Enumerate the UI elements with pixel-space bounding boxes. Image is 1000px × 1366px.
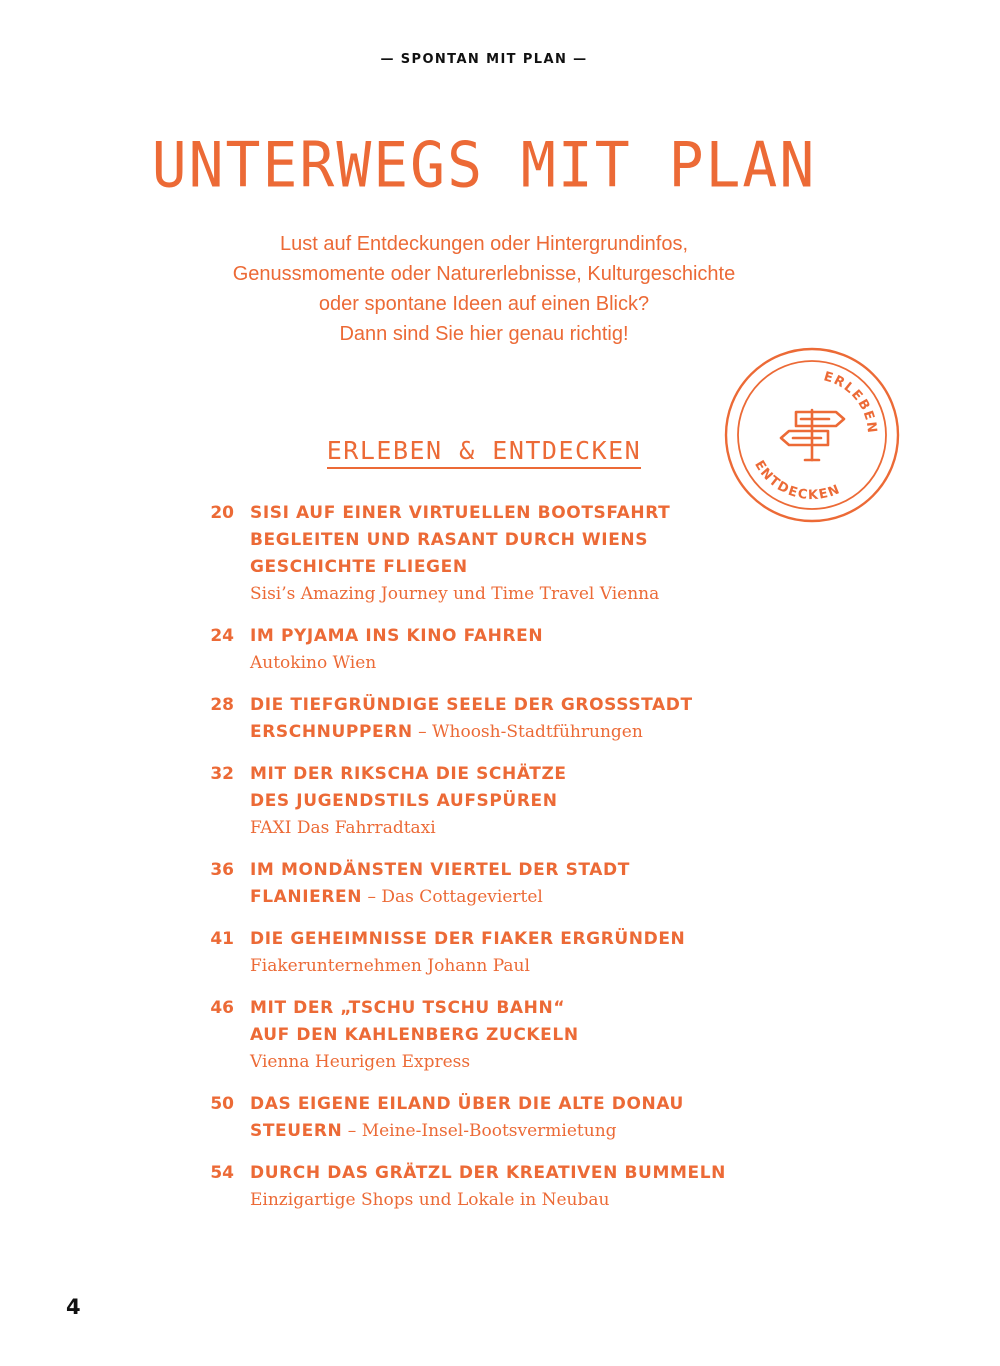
toc-entry[interactable] bbox=[190, 857, 750, 911]
toc-title-line: DIE TIEFGRÜNDIGE SEELE DER GROSSSTADT bbox=[250, 695, 693, 715]
section-heading-text: ERLEBEN & ENTDECKEN bbox=[327, 436, 641, 469]
toc-entry[interactable] bbox=[190, 761, 750, 842]
toc-title-line: BEGLEITEN UND RASANT DURCH WIENS bbox=[250, 530, 649, 550]
toc-title-line: MIT DER RIKSCHA DIE SCHÄTZE bbox=[250, 764, 567, 784]
toc-page-number: 41 bbox=[210, 929, 234, 949]
toc-entry[interactable] bbox=[190, 1091, 750, 1145]
intro-line: oder spontane Ideen auf einen Blick? bbox=[318, 293, 650, 315]
erleben-entdecken-stamp bbox=[723, 346, 901, 524]
toc-title-last: STEUERN bbox=[250, 1121, 343, 1141]
toc-title-line: MIT DER „TSCHU TSCHU BAHN“ bbox=[250, 998, 566, 1018]
toc-entry[interactable] bbox=[190, 500, 750, 608]
toc-page-number: 20 bbox=[210, 503, 234, 523]
toc-title-line: IM MONDÄNSTEN VIERTEL DER STADT bbox=[250, 860, 630, 880]
toc-subtitle: Autokino Wien bbox=[250, 653, 377, 673]
toc-title-last: ERSCHNUPPERN bbox=[250, 722, 413, 742]
toc-page-number: 32 bbox=[210, 764, 234, 784]
toc-title-line: IM PYJAMA INS KINO FAHREN bbox=[250, 626, 544, 646]
toc-page-number: 24 bbox=[210, 626, 234, 646]
toc-subtitle: Einzigartige Shops und Lokale in Neubau bbox=[250, 1190, 610, 1210]
table-of-contents bbox=[190, 500, 750, 1229]
toc-inline-subtitle: – Meine-Insel-Bootsvermietung bbox=[342, 1121, 617, 1141]
toc-title-last: FLANIEREN bbox=[250, 887, 363, 907]
toc-entry[interactable] bbox=[190, 623, 750, 677]
toc-page-number: 36 bbox=[210, 860, 234, 880]
toc-title-line bbox=[250, 884, 750, 911]
stamp-bottom-text: ENTDECKEN bbox=[751, 458, 844, 504]
toc-title-line: SISI AUF EINER VIRTUELLEN BOOTSFAHRT bbox=[250, 503, 671, 523]
toc-page-number: 46 bbox=[210, 998, 234, 1018]
toc-entry[interactable] bbox=[190, 1160, 750, 1214]
toc-subtitle: FAXI Das Fahrradtaxi bbox=[250, 818, 436, 838]
toc-title-line: DIE GEHEIMNISSE DER FIAKER ERGRÜNDEN bbox=[250, 929, 686, 949]
toc-page-number: 50 bbox=[210, 1094, 234, 1114]
toc-inline-subtitle: – Das Cottageviertel bbox=[362, 887, 543, 907]
section-kicker: — SPONTAN MIT PLAN — bbox=[380, 52, 588, 67]
toc-entry[interactable] bbox=[190, 995, 750, 1076]
intro-text bbox=[0, 229, 968, 349]
toc-page-number: 54 bbox=[210, 1163, 234, 1183]
toc-title-line: AUF DEN KAHLENBERG ZUCKELN bbox=[250, 1025, 579, 1045]
toc-title-line bbox=[250, 1118, 750, 1145]
intro-line: Genussmomente oder Naturerlebnisse, Kulturgeschichte bbox=[232, 263, 736, 285]
toc-inline-subtitle: – Whoosh-Stadtführungen bbox=[412, 722, 643, 742]
toc-entry[interactable] bbox=[190, 692, 750, 746]
intro-line: Lust auf Entdeckungen oder Hintergrundinfos, bbox=[279, 233, 689, 255]
toc-title-line: DAS EIGENE EILAND ÜBER DIE ALTE DONAU bbox=[250, 1094, 684, 1114]
toc-title-line: DES JUGENDSTILS AUFSPÜREN bbox=[250, 791, 558, 811]
toc-subtitle: Vienna Heurigen Express bbox=[250, 1052, 471, 1072]
toc-subtitle: Fiakerunternehmen Johann Paul bbox=[250, 956, 530, 976]
section-heading bbox=[0, 436, 968, 465]
toc-title-line: GESCHICHTE FLIEGEN bbox=[250, 557, 468, 577]
stamp-top-text: ERLEBEN bbox=[821, 369, 880, 436]
page-number: 4 bbox=[66, 1295, 81, 1319]
intro-line: Dann sind Sie hier genau richtig! bbox=[339, 323, 629, 345]
toc-title-line: DURCH DAS GRÄTZL DER KREATIVEN BUMMELN bbox=[250, 1163, 726, 1183]
toc-entry[interactable] bbox=[190, 926, 750, 980]
toc-title-line bbox=[250, 719, 750, 746]
toc-page-number: 28 bbox=[210, 695, 234, 715]
page-title: UNTERWEGS MIT PLAN bbox=[151, 128, 817, 202]
toc-subtitle: Sisi’s Amazing Journey und Time Travel Vienna bbox=[250, 584, 660, 604]
